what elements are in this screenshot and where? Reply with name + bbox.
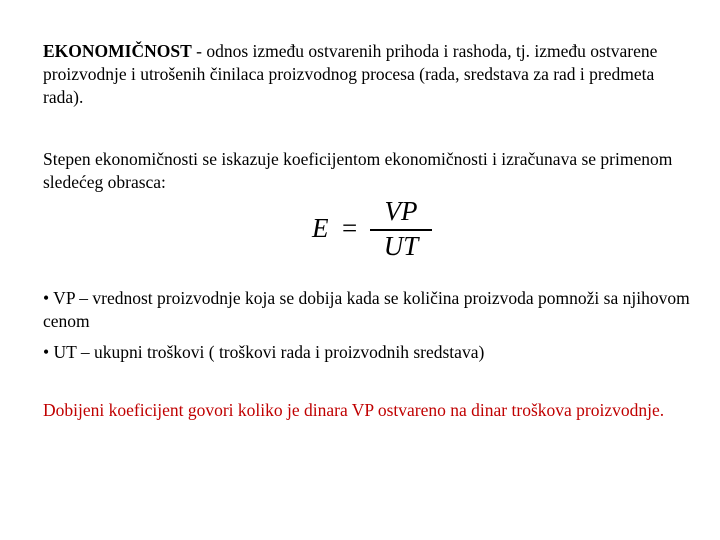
economy-formula [312, 196, 432, 264]
intro-paragraph: Stepen ekonomičnosti se iskazuje koeficijentom ekonomičnosti i izračunava se primenom sledećeg obrasca: [43, 149, 673, 192]
bullet-ut: • UT – ukupni troškovi ( troškovi rada i proizvodnih sredstava) [43, 342, 485, 362]
formula-equals: = [342, 213, 358, 243]
definition-paragraph [43, 40, 693, 109]
definition-text: - odnos između ostvarenih prihoda i rashoda, tj. između ostvarene proizvodnje i utrošenih činilaca proizvodnog procesa (rada, sredstava za rad i predmeta rada). [43, 41, 658, 107]
definition-term: EKONOMIČNOST [43, 41, 192, 61]
formula-numerator: VP [384, 196, 418, 226]
bullet-vp: • VP – vrednost proizvodnje koja se dobija kada se količina proizvoda pomnoži sa njihovom cenom [43, 288, 690, 331]
formula-denominator: UT [383, 231, 419, 261]
conclusion-paragraph: Dobijeni koeficijent govori koliko je dinara VP ostvareno na dinar troškova proizvodnje. [43, 400, 665, 420]
formula-lhs: E [312, 213, 329, 243]
